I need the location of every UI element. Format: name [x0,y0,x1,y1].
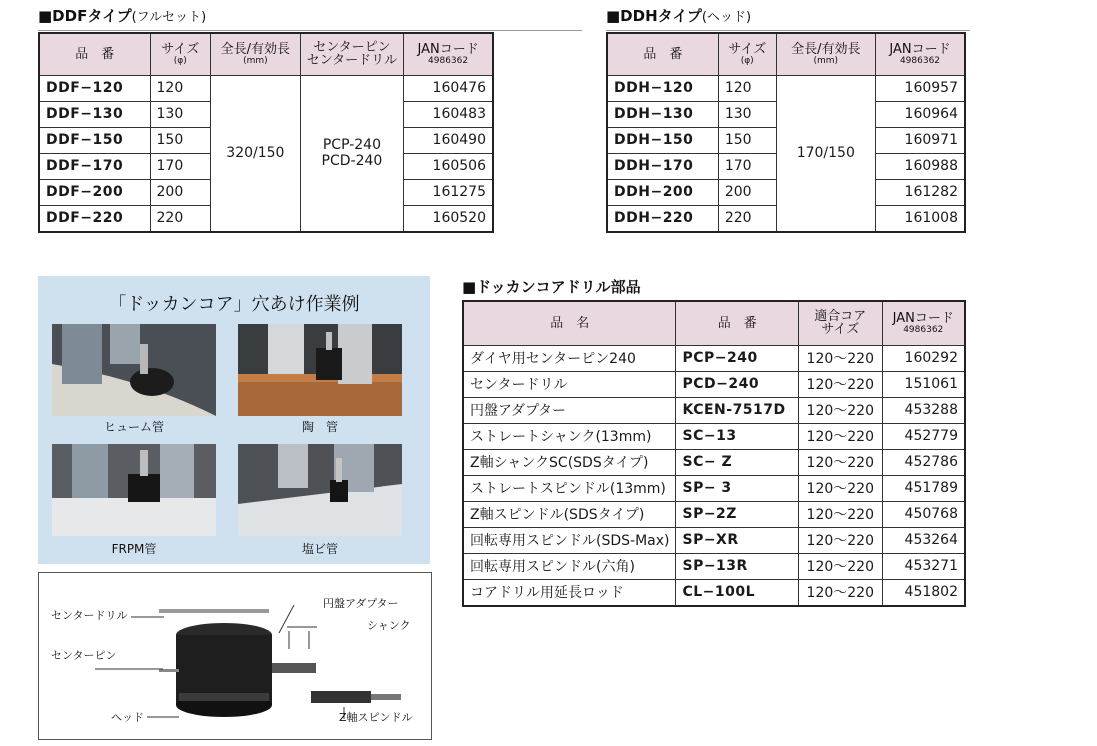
size-value: 150 [150,127,211,153]
jan-value: 160988 [875,153,965,179]
examples-panel [38,276,430,564]
caption-hume-pipe: ヒューム管 [103,420,164,434]
part-name: 回転専用スピンドル(六角) [463,553,676,579]
label-z-spindle: Z軸スピンドル [339,711,413,724]
part-code: SP−13R [676,553,799,579]
label-center-pin: センターピン [51,649,117,662]
table-row [463,475,965,501]
photo-hume-pipe-image [52,324,216,416]
part-fit: 120〜220 [799,475,882,501]
ddf-center-drill-code: PCD-240 [321,153,383,169]
jan-value: 160520 [404,205,493,232]
jan-value: 161282 [875,179,965,205]
size-value: 170 [150,153,211,179]
part-fit: 120〜220 [799,579,882,606]
ddh-length-value: 170/150 [776,75,875,232]
ddh-header-size [718,33,776,75]
parts-header-fit-label: 適合コア [814,309,867,325]
size-value: 200 [718,179,776,205]
center-drill-shape [159,609,269,613]
ddf-table [38,32,494,233]
table-row [463,579,965,606]
table-row [463,371,965,397]
ddh-header-jan-label: JANコード [889,41,951,57]
table-row [463,423,965,449]
ddf-header-center-label: センターピン [313,40,391,56]
part-code: SP− 3 [676,475,799,501]
table-row [463,345,965,371]
part-jan: 450768 [882,501,965,527]
ddh-section-title [606,5,751,26]
caption-clay-pipe: 陶 管 [301,420,338,434]
ddh-header-length-unit: (mm) [813,55,839,66]
parts-header-fit [799,301,882,345]
parts-header-fit-label-2: サイズ [821,322,860,338]
table-row [463,397,965,423]
ddh-title-rule [606,30,970,31]
product-code: DDF−130 [39,101,150,127]
label-shank: シャンク [367,619,411,632]
jan-value: 160490 [404,127,493,153]
product-code: DDH−120 [607,75,718,101]
ddh-header-length-label: 全長/有効長 [791,41,861,57]
product-code: DDH−200 [607,179,718,205]
table-row [463,553,965,579]
ddf-center-pin-code: PCP-240 [322,137,381,153]
parts-header-jan [882,301,965,345]
table-row [39,75,493,101]
size-value: 200 [150,179,211,205]
ddf-header-length-label: 全長/有効長 [220,41,291,57]
part-fit: 120〜220 [799,449,882,475]
photo-pvc-pipe-image [238,444,402,536]
ddf-center-values [300,75,403,232]
part-name: ストレートシャンク(13mm) [463,423,676,449]
caption-frpm-pipe: FRPM管 [111,542,157,556]
product-code: DDH−220 [607,205,718,232]
part-jan: 451802 [882,579,965,606]
table-row [463,527,965,553]
caption-pvc-pipe: 塩ビ管 [301,542,338,556]
z-spindle-shape [311,691,371,703]
part-name: ストレートスピンドル(13mm) [463,475,676,501]
size-value: 120 [150,75,211,101]
part-jan: 453271 [882,553,965,579]
photo-hume-pipe [52,324,216,416]
parts-diagram [38,572,432,740]
parts-header-row [463,301,965,345]
size-value: 130 [718,101,776,127]
parts-header-jan-prefix: 4986362 [903,324,944,335]
part-code: SC− Z [676,449,799,475]
ddh-header-code: 品 番 [607,33,718,75]
part-name: Z軸シャンクSC(SDSタイプ) [463,449,676,475]
label-disc-adapter: 円盤アダプター [323,597,399,610]
part-code: SP−XR [676,527,799,553]
part-jan: 451789 [882,475,965,501]
part-name: Z軸スピンドル(SDSタイプ) [463,501,676,527]
part-code: CL−100L [676,579,799,606]
part-name: 円盤アダプター [463,397,676,423]
part-jan: 453288 [882,397,965,423]
product-code: DDH−150 [607,127,718,153]
jan-value: 160957 [875,75,965,101]
ddf-subtitle: (フルセット) [131,10,207,25]
part-name: コアドリル用延長ロッド [463,579,676,606]
ddh-header-size-label: サイズ [728,41,767,57]
photo-frpm-pipe-image [52,444,216,536]
ddf-title: ■DDFタイプ [38,7,132,25]
table-row [463,501,965,527]
ddf-header-center [300,33,403,75]
ddf-header-jan-prefix: 4986362 [428,55,469,66]
ddf-header-size-unit: (φ) [173,55,187,66]
parts-header-code: 品 番 [676,301,799,345]
ddf-length-value: 320/150 [211,75,301,232]
part-jan: 151061 [882,371,965,397]
examples-title: 「ドッカンコア」穴あけ作業例 [108,294,360,315]
jan-value: 160971 [875,127,965,153]
product-code: DDH−130 [607,101,718,127]
jan-value: 160506 [404,153,493,179]
label-head: ヘッド [111,711,144,724]
size-value: 130 [150,101,211,127]
part-name: ダイヤ用センターピン240 [463,345,676,371]
size-value: 220 [718,205,776,232]
jan-value: 160964 [875,101,965,127]
ddf-section-title [38,5,206,26]
part-fit: 120〜220 [799,345,882,371]
part-code: KCEN-7517D [676,397,799,423]
ddh-subtitle: (ヘッド) [701,10,752,25]
photo-clay-pipe-image [238,324,402,416]
ddf-header-length-unit: (mm) [243,55,268,66]
size-value: 120 [718,75,776,101]
part-jan: 160292 [882,345,965,371]
ddh-header-jan-prefix: 4986362 [899,55,941,66]
ddf-header-size [150,33,211,75]
part-jan: 452786 [882,449,965,475]
ddf-header-code: 品 番 [39,33,150,75]
part-fit: 120〜220 [799,423,882,449]
size-value: 220 [150,205,211,232]
ddh-header-jan [875,33,965,75]
part-code: SC−13 [676,423,799,449]
product-code: DDF−220 [39,205,150,232]
ddh-table [606,32,966,233]
part-fit: 120〜220 [799,371,882,397]
part-fit: 120〜220 [799,553,882,579]
product-code: DDF−200 [39,179,150,205]
part-fit: 120〜220 [799,527,882,553]
product-code: DDH−170 [607,153,718,179]
photo-frpm-pipe [52,444,216,536]
ddh-header-row [607,33,965,75]
parts-header-jan-label: JANコード [892,310,954,326]
size-value: 170 [718,153,776,179]
jan-value: 161275 [404,179,493,205]
parts-section-title: ■ドッカンコアドリル部品 [462,278,641,296]
photo-pvc-pipe [238,444,402,536]
ddh-header-length [776,33,875,75]
ddh-header-size-unit: (φ) [740,55,754,66]
part-name: センタードリル [463,371,676,397]
ddf-header-center-label-2: センタードリル [306,53,398,69]
part-name: 回転専用スピンドル(SDS-Max) [463,527,676,553]
ddf-header-jan [404,33,493,75]
size-value: 150 [718,127,776,153]
ddh-title: ■DDHタイプ [606,7,702,25]
product-code: DDF−170 [39,153,150,179]
jan-value: 160483 [404,101,493,127]
photo-clay-pipe [238,324,402,416]
label-center-drill: センタードリル [51,609,128,622]
ddf-header-row [39,33,493,75]
part-fit: 120〜220 [799,397,882,423]
part-jan: 452779 [882,423,965,449]
ddf-header-length [211,33,301,75]
jan-value: 160476 [404,75,493,101]
jan-value: 161008 [875,205,965,232]
parts-table [462,300,966,607]
part-code: PCD−240 [676,371,799,397]
ddf-title-rule [38,30,582,31]
parts-header-name: 品 名 [463,301,676,345]
product-code: DDF−120 [39,75,150,101]
shank-shape [272,663,316,673]
part-code: PCP−240 [676,345,799,371]
table-row [607,75,965,101]
ddf-header-size-label: サイズ [161,41,200,57]
part-code: SP−2Z [676,501,799,527]
part-fit: 120〜220 [799,501,882,527]
part-jan: 453264 [882,527,965,553]
table-row [463,449,965,475]
product-code: DDF−150 [39,127,150,153]
ddf-header-jan-label: JANコード [417,41,479,57]
